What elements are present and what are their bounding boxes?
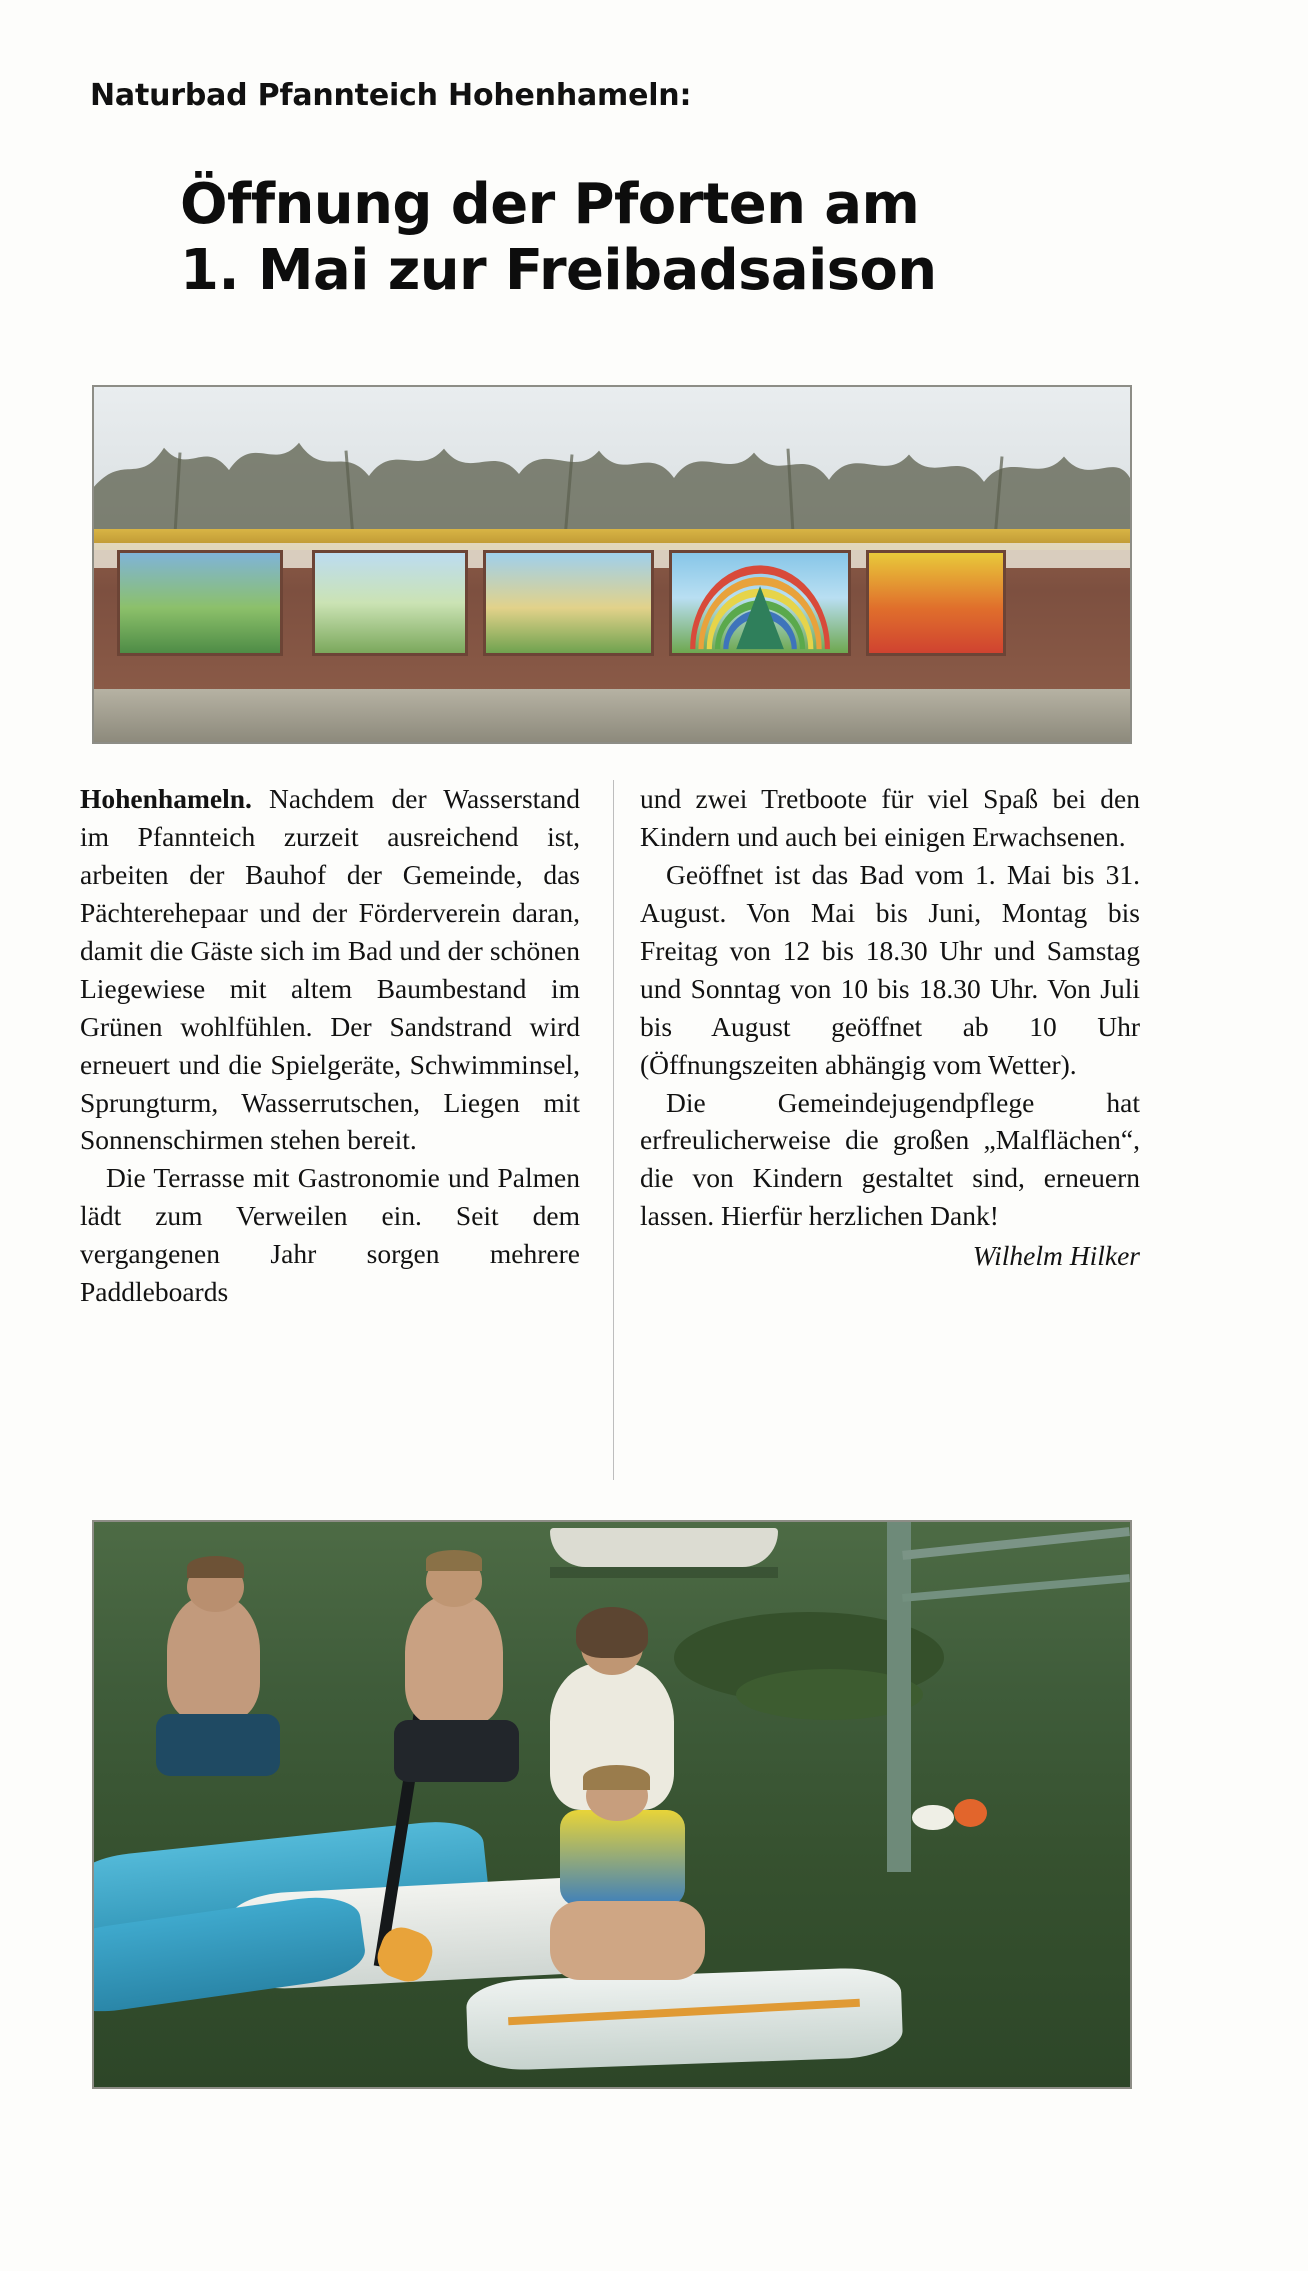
paragraph-oeffnungszeiten: Geöffnet ist das Bad vom 1. Mai bis 31. August. Von Mai bis Juni, Montag bis Freitag von 12 bis 18.30 Uhr und Samstag und Sonntag von 10 bis 18.30 Uhr. Von Juli bis August geöffnet ab 10 Uhr (Öffnungszeiten abhängig vom Wetter).: [640, 858, 1140, 1080]
article-byline: Wilhelm Hilker: [972, 1240, 1140, 1272]
headline-line-1: Öffnung der Pforten am: [180, 172, 920, 237]
person-middle-shorts: [394, 1720, 518, 1782]
mural-panel-5-sunset: [866, 550, 1007, 655]
person-left-torso: [167, 1595, 260, 1719]
paragraph-lead-text: Nachdem der Wasserstand im Pfannteich zurzeit ausreichend ist, arbeiten der Bauhof der Gemeinde, das Pächterehepaar und der Förderverein daran, damit die Gäste sich im Bad und der schönen Liegewiese mit altem Baumbestand im Grünen wohlfühlen. Der Sandstrand wird erneuert und die Spielgeräte, Schwimminsel, Sprungturm, Wasserrutschen, Liegen mit Sonnenschirmen stehen bereit.: [80, 783, 580, 1156]
article-body: [80, 780, 1140, 1500]
photo-distant-boat: [550, 1528, 778, 1568]
page-title: [180, 172, 1190, 304]
mural-panel-3: [483, 550, 655, 655]
photo-distant-boat-shadow: [550, 1567, 778, 1578]
paragraph-tretboote: und zwei Tretboote für viel Spaß bei den Kindern und auch bei einigen Erwachsenen.: [640, 783, 1140, 852]
paragraph-lead: [80, 780, 580, 1159]
person-middle-hair: [426, 1550, 483, 1570]
photo-naturbad-building: [92, 385, 1132, 744]
photo-foreground-ground: [94, 689, 1130, 742]
rainbow-icon: [672, 553, 848, 652]
article-column-right: [640, 780, 1140, 1275]
mural-panel-1: [117, 550, 284, 655]
person-middle-torso: [405, 1595, 503, 1725]
article-kicker: Naturbad Pfannteich Hohenhameln:: [90, 78, 692, 113]
child-legs: [550, 1901, 705, 1980]
article-column-left: [80, 780, 580, 1311]
person-adult-hair: [576, 1607, 649, 1658]
mural-panel-4-rainbow: [669, 550, 851, 655]
tree-line: [94, 394, 1130, 550]
person-left-shorts: [156, 1714, 280, 1776]
column-divider: [613, 780, 614, 1480]
paragraph-jugendpflege: Die Gemeindejugendpflege hat erfreulicherweise die großen „Malflächen“, die von Kindern gestaltet sind, erneuern lassen. Hierfür herzlichen Dank!: [640, 1086, 1140, 1232]
buoy-white: [912, 1805, 953, 1830]
child-lifevest: [560, 1810, 684, 1906]
dateline: Hohenhameln.: [80, 783, 252, 814]
buoy-orange: [954, 1799, 987, 1827]
mural-panel-2: [312, 550, 468, 655]
photo-paddleboards: [92, 1520, 1132, 2089]
photo-metal-post: [887, 1522, 912, 1872]
person-left-hair: [187, 1556, 244, 1579]
headline-line-2: 1. Mai zur Freibadsaison: [180, 238, 937, 304]
paragraph-terrasse: Die Terrasse mit Gastronomie und Palmen lädt zum Verweilen ein. Seit dem vergangenen Jahr sorgen mehrere Paddleboards: [80, 1162, 580, 1308]
child-hair: [583, 1765, 650, 1790]
